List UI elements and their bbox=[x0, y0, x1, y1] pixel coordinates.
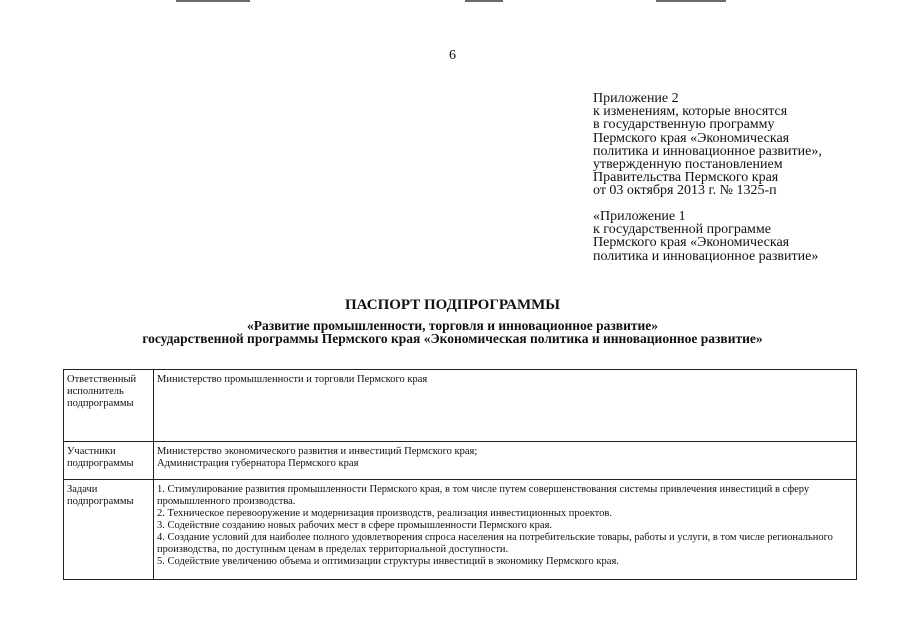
table-label-cell: Участники подпрограммы bbox=[64, 442, 154, 480]
passport-subtitle-subprogram: «Развитие промышленности, торговля и инновационное развитие» bbox=[246, 318, 659, 333]
scan-artifact-line bbox=[465, 0, 503, 2]
passport-table bbox=[63, 369, 857, 580]
scan-artifact-line bbox=[176, 0, 250, 2]
table-value-line: 4. Создание условий для наиболее полного удовлетворения спроса населения на потребительские товары, работы и услуги, в том числе регионального производства, по доступным ценам в пределах территориальной доступности. bbox=[157, 532, 833, 555]
page-number: 6 bbox=[449, 48, 456, 63]
table-value-cell bbox=[154, 480, 857, 580]
appendix-line: от 03 октября 2013 г. № 1325-п bbox=[593, 183, 777, 199]
passport-title: ПАСПОРТ ПОДПРОГРАММЫ bbox=[344, 297, 560, 313]
table-value-line: Министерство экономического развития и инвестиций Пермского края; bbox=[157, 446, 478, 457]
appendix-line: политика и инновационное развитие», bbox=[593, 143, 822, 159]
table-row-responsible-executor bbox=[64, 370, 857, 442]
passport-subtitle-program: государственной программы Пермского края «Экономическая политика и инновационное развитие» bbox=[142, 331, 763, 346]
table-value-line: Администрация губернатора Пермского края bbox=[157, 458, 359, 469]
appendix-line: к изменениям, которые вносятся bbox=[593, 104, 788, 120]
appendix-line: Пермского края «Экономическая bbox=[593, 130, 790, 146]
table-label-cell: Ответственный исполнитель подпрограммы bbox=[64, 370, 154, 442]
table-value-line: 1. Стимулирование развития промышленности Пермского края, в том числе путем совершенствования системы привлечения инвестиций в сферу промышленного производства. bbox=[157, 484, 810, 507]
scan-artifact-line bbox=[656, 0, 726, 2]
appendix-line: к государственной программе bbox=[593, 222, 771, 238]
appendix-block-program bbox=[593, 210, 818, 263]
appendix-line: Приложение 2 bbox=[593, 91, 679, 106]
appendix-line: политика и инновационное развитие» bbox=[593, 248, 819, 264]
table-value-line: 2. Техническое перевооружение и модернизация производств, реализация инвестиционных проектов. bbox=[157, 508, 612, 519]
appendix-line: в государственную программу bbox=[593, 117, 775, 133]
table-value-line: Министерство промышленности и торговли Пермского края bbox=[157, 374, 428, 385]
appendix-block-amendments bbox=[593, 92, 822, 198]
table-value-line: 3. Содействие созданию новых рабочих мест в сфере промышленности Пермского края. bbox=[157, 520, 553, 531]
table-value-cell bbox=[154, 370, 857, 442]
table-value-cell bbox=[154, 442, 857, 480]
appendix-line: утвержденную постановлением bbox=[593, 157, 783, 173]
table-value-line: 5. Содействие увеличению объема и оптимизации структуры инвестиций в экономику Пермского края. bbox=[157, 556, 619, 567]
table-row-participants bbox=[64, 442, 857, 480]
appendix-line: Правительства Пермского края bbox=[593, 170, 779, 186]
table-label-cell: Задачи подпрограммы bbox=[64, 480, 154, 580]
appendix-line: «Приложение 1 bbox=[593, 209, 686, 224]
table-row-tasks bbox=[64, 480, 857, 580]
appendix-line: Пермского края «Экономическая bbox=[593, 235, 790, 251]
